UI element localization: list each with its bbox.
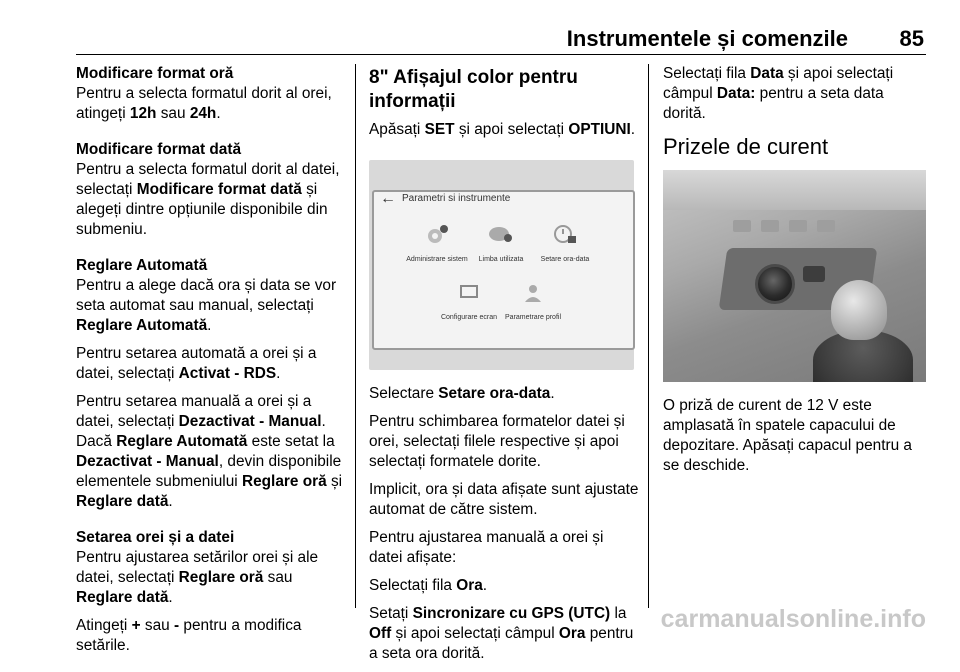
chapter-title: Instrumentele și comenzile [566, 26, 848, 51]
column-1 [76, 64, 346, 664]
section-heading-power-outlets: Prizele de curent [663, 134, 829, 159]
paragraph: Pentru a alege dacă ora și data se vor seta automat sau manual, selectați Reglare Automată. [76, 277, 337, 334]
paragraph: Pentru setarea manuală a orei și a datei, selectați Dezactivat - Manual. Dacă Reglare Automată este setat la Dezactivat - Manual, devin disponibile elementele submeniului Reglare oră și Reglare dată. [76, 393, 343, 510]
photo-console-button [789, 220, 807, 232]
section-heading-set-time-date: Setarea orei și a datei [76, 529, 235, 546]
photo-console-button [817, 220, 835, 232]
column-divider-2 [648, 64, 649, 608]
paragraph: Setați Sincronizare cu GPS (UTC) la Off și apoi selectați câmpul Ora pentru a seta ora dorită. [369, 605, 634, 662]
user-icon [519, 282, 547, 304]
photo-gear-knob [831, 280, 887, 340]
page-number: 85 [899, 26, 924, 51]
tile-language: Limba utilizata [461, 222, 541, 270]
tile-time-date: Setare ora-data [525, 222, 605, 270]
page-header [0, 0, 960, 56]
paragraph: Pentru a selecta formatul dorit al orei, atingeți 12h sau 24h. [76, 85, 332, 122]
paragraph: Apăsați SET și apoi selectați OPTIUNI. [369, 121, 636, 138]
tile-system-admin: Administrare sistem [397, 222, 477, 270]
power-socket-icon [755, 264, 795, 304]
paragraph: O priză de curent de 12 V este amplasată în spatele capacului de depozitare. Apăsați capacul pentru a se deschide. [663, 397, 912, 474]
paragraph: Selectați fila Data și apoi selectați câmpul Data: pentru a seta data dorită. [663, 65, 894, 122]
screen-title: Parametri si instrumente [402, 193, 511, 204]
photo-console-button [733, 220, 751, 232]
column-3 [663, 64, 928, 484]
paragraph: Atingeți + sau - pentru a modifica setările. [76, 617, 302, 654]
screen-title-bar [372, 188, 631, 210]
watermark: carmanualsonline.info [660, 605, 926, 633]
back-arrow-icon: ← [380, 190, 396, 207]
tile-profile: Parametrare profil [493, 282, 573, 328]
paragraph: Implicit, ora și data afișate sunt ajustate automat de către sistem. [369, 481, 639, 518]
photo-console-panel [663, 170, 926, 210]
paragraph: Selectare Setare ora-data. [369, 385, 555, 402]
gear-icon [423, 222, 451, 246]
section-heading-auto-set: Reglare Automată [76, 257, 208, 274]
paragraph: Pentru ajustarea setărilor orei și ale datei, selectați Reglare oră sau Reglare dată. [76, 549, 319, 606]
paragraph: Pentru schimbarea formatelor datei și orei, selectați filele respective și apoi selectați formatele dorite. [369, 413, 625, 470]
monitor-icon [455, 282, 483, 304]
paragraph: Selectați fila Ora. [369, 577, 488, 594]
section-heading-color-display: 8" Afișajul color pentru informații [369, 67, 578, 112]
paragraph: Pentru setarea automată a orei și a datei, selectați Activat - RDS. [76, 345, 317, 382]
column-divider-1 [355, 64, 356, 608]
clock-icon [551, 222, 579, 246]
photo-usb-slot [803, 266, 825, 282]
paragraph: Pentru a selecta formatul dorit al datei, selectați Modificare format dată și alegeți dintre opțiunile disponibile din submeniu. [76, 161, 340, 238]
photo-console-button [761, 220, 779, 232]
paragraph: Pentru ajustarea manuală a orei și datei afișate: [369, 529, 604, 566]
column-2 [369, 64, 639, 672]
speech-bubble-icon [487, 222, 515, 246]
header-rule [76, 54, 926, 55]
section-heading-time-format: Modificare format oră [76, 65, 234, 82]
section-heading-date-format: Modificare format dată [76, 141, 242, 158]
tile-screen-config: Configurare ecran [429, 282, 509, 328]
power-outlet-photo [663, 170, 926, 382]
settings-screen-illustration [369, 160, 634, 370]
